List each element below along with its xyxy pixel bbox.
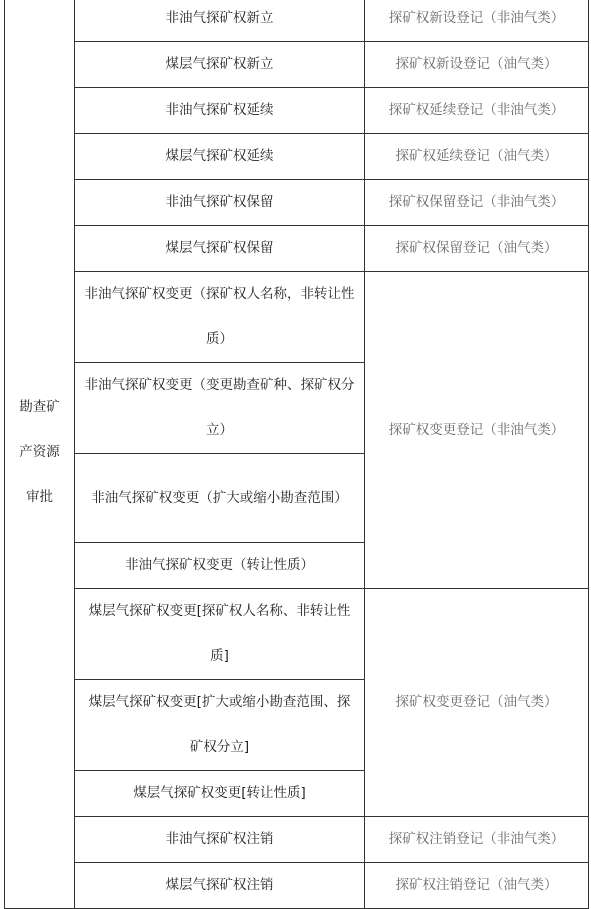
item-cell: 煤层气探矿权注销 [75, 863, 365, 909]
table-row [5, 589, 589, 680]
registration-cell: 探矿权保留登记（非油气类） [365, 180, 589, 226]
item-cell: 煤层气探矿权变更[扩大或缩小勘查范围、探矿权分立] [75, 680, 365, 771]
registration-cell: 探矿权新设登记（油气类） [365, 42, 589, 88]
item-cell: 煤层气探矿权变更[转让性质] [75, 771, 365, 817]
item-cell: 非油气探矿权变更（扩大或缩小勘查范围） [75, 454, 365, 543]
registration-cell: 探矿权新设登记（非油气类） [365, 0, 589, 42]
table-row [5, 42, 589, 88]
item-cell: 非油气探矿权保留 [75, 180, 365, 226]
category-cell [5, 0, 75, 909]
item-cell: 非油气探矿权变更（变更勘查矿种、探矿权分立） [75, 363, 365, 454]
table-row [5, 226, 589, 272]
registration-cell: 探矿权保留登记（油气类） [365, 226, 589, 272]
item-cell: 煤层气探矿权变更[探矿权人名称、非转让性质] [75, 589, 365, 680]
category-label: 勘查矿产资源审批 [19, 398, 60, 505]
registration-cell: 探矿权注销登记（非油气类） [365, 817, 589, 863]
table-row [5, 134, 589, 180]
table-row [5, 272, 589, 363]
table-row [5, 863, 589, 909]
registration-cell-merged: 探矿权变更登记（非油气类） [365, 272, 589, 589]
item-cell: 非油气探矿权延续 [75, 88, 365, 134]
table-row [5, 88, 589, 134]
approval-table [4, 0, 589, 909]
item-cell: 非油气探矿权变更（转让性质） [75, 543, 365, 589]
item-cell: 非油气探矿权新立 [75, 0, 365, 42]
item-cell: 非油气探矿权变更（探矿权人名称，非转让性质） [75, 272, 365, 363]
table-row [5, 180, 589, 226]
table-row [5, 817, 589, 863]
item-cell: 煤层气探矿权保留 [75, 226, 365, 272]
registration-cell: 探矿权注销登记（油气类） [365, 863, 589, 909]
registration-cell: 探矿权延续登记（非油气类） [365, 88, 589, 134]
table-row [5, 0, 589, 42]
item-cell: 非油气探矿权注销 [75, 817, 365, 863]
registration-cell: 探矿权延续登记（油气类） [365, 134, 589, 180]
item-cell: 煤层气探矿权延续 [75, 134, 365, 180]
item-cell: 煤层气探矿权新立 [75, 42, 365, 88]
registration-cell-merged: 探矿权变更登记（油气类） [365, 589, 589, 817]
